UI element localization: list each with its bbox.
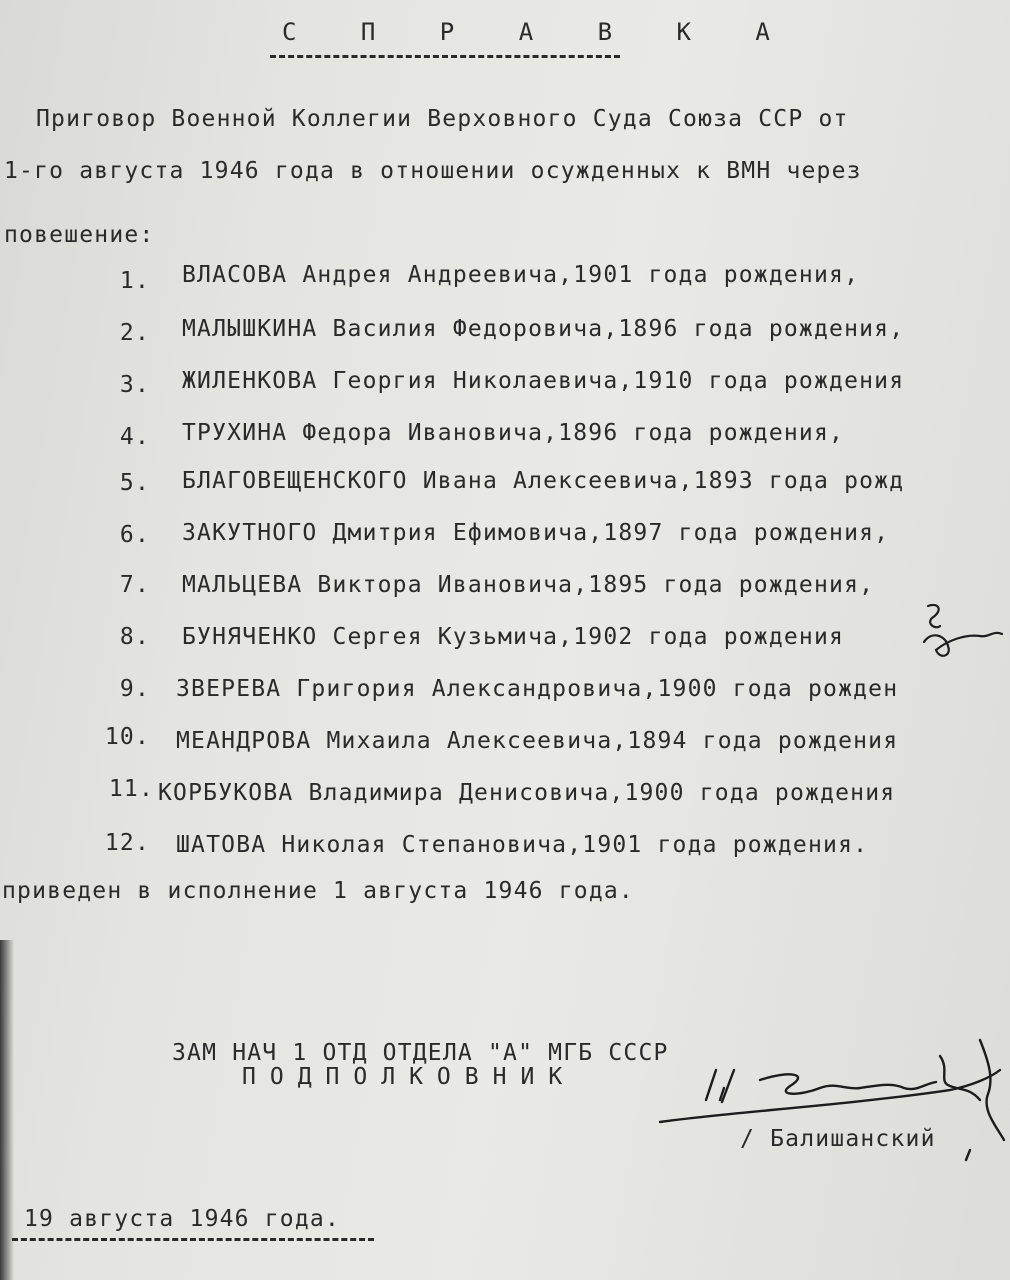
list-item-number: 3.	[119, 372, 150, 398]
page-edge-shadow	[0, 940, 14, 1280]
list-item-number: 2.	[119, 320, 150, 346]
date-underline	[12, 1238, 374, 1241]
intro-line-1: Приговор Военной Коллегии Верховного Суда Союза ССР от	[36, 106, 849, 132]
list-item-number: 1.	[119, 268, 150, 294]
intro-line-2: 1-го августа 1946 года в отношении осужденных к ВМН через	[4, 158, 862, 184]
handwritten-signature	[640, 1030, 1010, 1190]
signatory-rank: ПОДПОЛКОВНИК	[242, 1064, 577, 1090]
list-item-number: 5.	[119, 470, 150, 496]
title-text: С П Р А В К А	[282, 18, 795, 46]
title-underline	[270, 55, 620, 58]
execution-statement: приведен в исполнение 1 августа 1946 года.	[2, 878, 634, 904]
list-item: ШАТОВА Николая Степановича,1901 года рождения.	[176, 832, 869, 858]
list-item: ВЛАСОВА Андрея Андреевича,1901 года рождения,	[182, 262, 860, 288]
list-item: ЗАКУТНОГО Дмитрия Ефимовича,1897 года рождения,	[182, 520, 890, 546]
list-item-number: 9.	[119, 676, 150, 702]
list-item: БУНЯЧЕНКО Сергея Кузьмича,1902 года рождения	[182, 624, 845, 650]
list-item: КОРБУКОВА Владимира Денисовича,1900 года рождения	[158, 780, 896, 806]
signatory-position: ЗАМ НАЧ 1 ОТД ОТДЕЛА "А" МГБ СССР	[172, 1040, 669, 1066]
list-item: ЗВЕРЕВА Григория Александровича,1900 года рожден	[176, 676, 899, 702]
list-item: БЛАГОВЕЩЕНСКОГО Ивана Алексеевича,1893 года рожд	[182, 468, 905, 494]
list-item: ЖИЛЕНКОВА Георгия Николаевича,1910 года рождения	[182, 368, 905, 394]
list-item-number: 7.	[119, 572, 150, 598]
list-item-number: 4.	[119, 424, 150, 450]
list-item-number: 12.	[104, 830, 150, 856]
list-item: МАЛЬЦЕВА Виктора Ивановича,1895 года рождения,	[182, 572, 875, 598]
signatory-name: / Балишанский	[740, 1126, 936, 1152]
list-item-number: 11.	[108, 776, 154, 802]
list-item: МАЛЫШКИНА Василия Федоровича,1896 года рождения,	[182, 316, 905, 342]
intro-line-3: повешение:	[4, 222, 155, 248]
list-item-number: 6.	[119, 522, 150, 548]
document-date: 19 августа 1946 года.	[24, 1206, 340, 1232]
handwritten-scribble-mark	[918, 600, 1010, 670]
list-item-number: 8.	[119, 624, 150, 650]
list-item: ТРУХИНА Федора Ивановича,1896 года рождения,	[182, 420, 845, 446]
list-item-number: 10.	[104, 724, 150, 750]
list-item: МЕАНДРОВА Михаила Алексеевича,1894 года рождения	[176, 728, 899, 754]
document-title	[270, 14, 795, 58]
